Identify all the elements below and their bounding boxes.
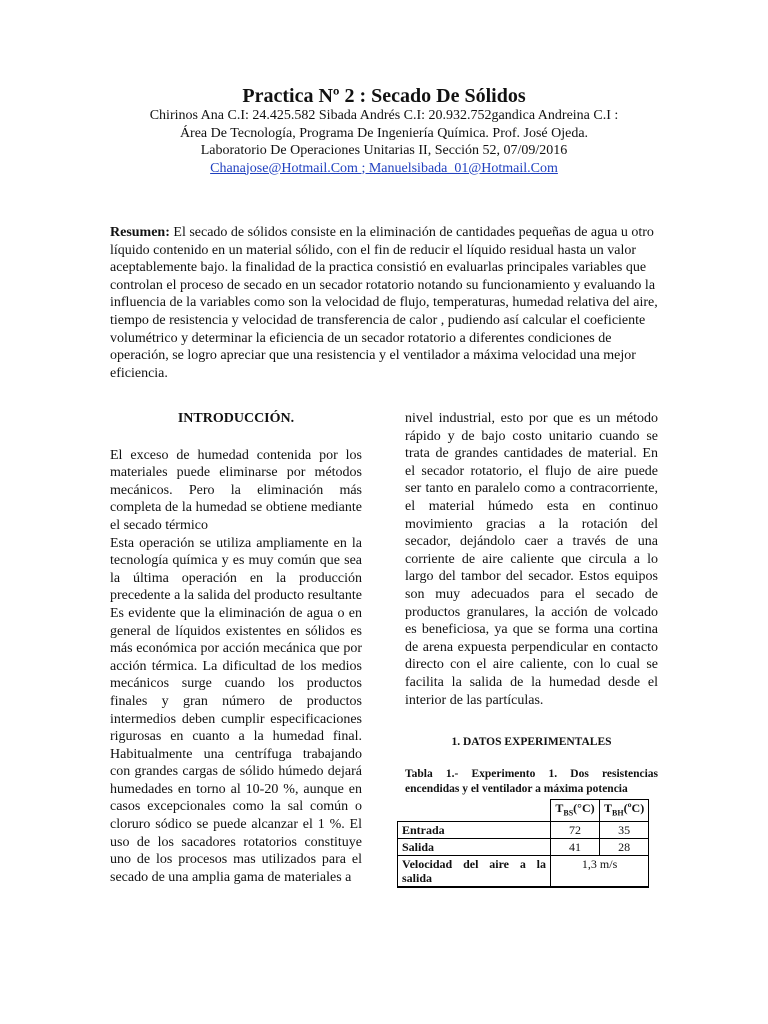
authors-line: Chirinos Ana C.I: 24.425.582 Sibada Andrés C.I: 20.932.752gandica Andreina C.I : (149, 108, 619, 123)
table-caption: Tabla 1.- Experimento 1. Dos resistencias encendidas y el ventilador a máxima potencia (405, 768, 658, 796)
table-header-tbs: $T_{BS}(^\circ C)$ (551, 800, 600, 822)
row-label-salida: Salida (398, 839, 551, 856)
author-block (0, 107, 768, 177)
intro-paragraph-1: El exceso de humedad contenida por los materiales puede eliminarse por métodos mecánicos. Pero la eliminación más completa de la humedad se obtiene mediante el secado térmico (110, 447, 362, 533)
cell-salida-tbs: 41 (551, 839, 600, 856)
intro-paragraph-3: nivel industrial, esto por que es un método rápido y de bajo costo unitario cuando se trata de grandes cantidades de material. En el secador rotatorio, el flujo de aire puede ser tanto en paralelo como a contracorriente, el material húmedo esta en continuo movimiento gracias a la rotación del secador, dejándolo caer a través de una corriente de aire caliente que circula a lo largo del tambor del secador. Estos equipos son muy adecuados para el secado de productos granulares, la acción de volcado es beneficiosa, ya que se forma una cortina de arena expuesta perpendicular en contacto directo con el aire caliente, con lo cual se facilita la salida de la humedad desde el interior de las partículas. (405, 411, 658, 708)
table-row (398, 822, 649, 839)
row-label-entrada: Entrada (398, 822, 551, 839)
right-column (402, 410, 658, 888)
left-column (110, 410, 362, 886)
affiliation-line: Área De Tecnología, Programa De Ingeniería Química. Prof. José Ojeda. (179, 125, 589, 141)
intro-paragraph-2: Esta operación se utiliza ampliamente en la tecnología química y es muy común que sea la última operación en la producción precedente a la salida del producto resultante Es evidente que la eliminación de agua o en general de líquidos existentes en sólidos es más económica por acción mecánica que por acción térmica. La dificultad de los medios mecánicos surge cuando los productos finales y gran número de productos intermedios deben cumplir especificaciones rigurosas en cuanto a la humedad final. Habitualmente una centrífuga trabajando con grandes cargas de sólido húmedo dejará humedades en torno al 10-20 %, aunque en casos excepcionales como la sal común o cloruro sódico se puede alcanzar el 1 %. El uso de los sacadores rotatorios constituye uno de los procesos mas utilizados para el secado de una amplia gama de materiales a (110, 535, 362, 885)
introduction-heading: INTRODUCCIÓN. (177, 411, 295, 426)
table-row (398, 839, 649, 856)
abstract-label: Resumen: (110, 225, 170, 240)
paper-title: Practica Nº 2 : Secado De Sólidos (242, 85, 526, 107)
table-corner-cell (398, 800, 551, 822)
cell-entrada-tbs: 72 (551, 822, 600, 839)
email-links[interactable]: Chanajose@Hotmail.Com ; Manuelsibada_01@Hotmail.Com (210, 160, 558, 176)
table-row (398, 856, 649, 888)
experimental-heading: 1. DATOS EXPERIMENTALES (451, 736, 612, 749)
cell-entrada-tbh: 35 (600, 822, 649, 839)
abstract-text: El secado de sólidos consiste en la eliminación de cantidades pequeñas de agua u otro líquido contenido en un material sólido, con el fin de reducir el líquido residual hasta un valor aceptablemente bajo. la finalidad de la practica consistió en evaluarlas principales variables que controlan el proceso de secado en un secador rotatorio notando su funcionamiento y evaluando la influencia de la variables como son la velocidad de flujo, temperaturas, humedad relativa del aire, tiempo de resistencia y velocidad de transferencia de calor , pudiendo así calcular el coeficiente volumétrico y determinar la eficiencia de un secador rotatorio a diferentes condiciones de operación, se logro apreciar que una resistencia y el ventilador a máxima velocidad una mejor eficiencia. (110, 225, 658, 381)
table-header-row (398, 800, 649, 822)
experiment-table (397, 799, 649, 888)
cell-salida-tbh: 28 (600, 839, 649, 856)
row-label-velocidad: Velocidad del aire a la salida (398, 856, 551, 888)
abstract (110, 224, 658, 382)
table-header-tbh: $T_{BH}(ºC)$ (600, 800, 649, 822)
cell-velocidad-value: 1,3 m/s (551, 856, 649, 888)
lab-line: Laboratorio De Operaciones Unitarias II, Sección 52, 07/09/2016 (200, 143, 568, 158)
